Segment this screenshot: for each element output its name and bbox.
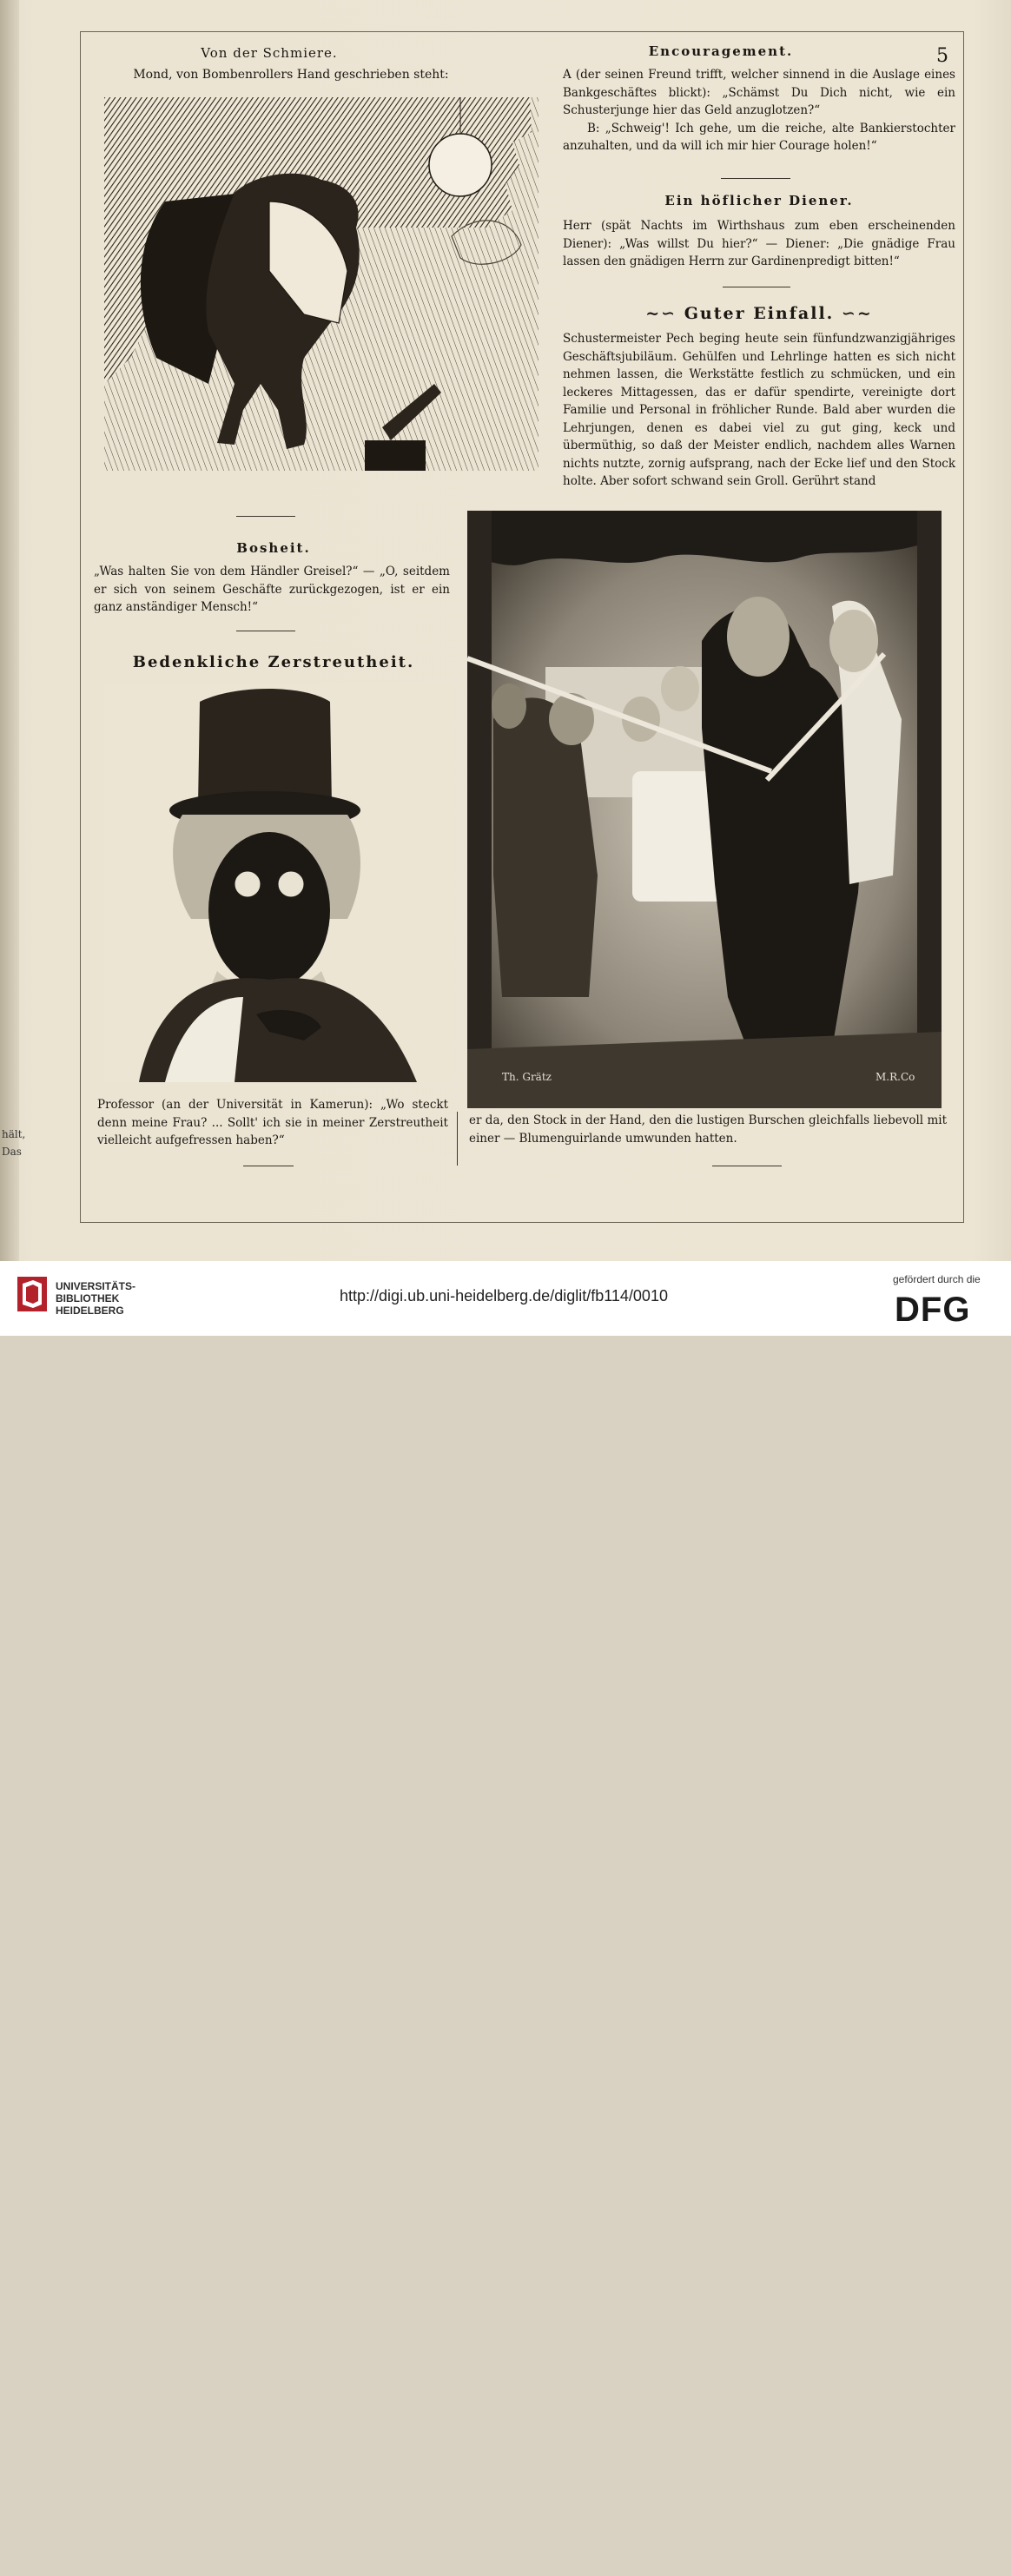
encouragement-text-b: B: „Schweig'! Ich gehe, um die reiche, alte Bankierstochter anzuhalten, und da will ich mir hier Courage holen!“	[563, 121, 955, 153]
einfall-text-end: er da, den Stock in der Hand, den die lustigen Burschen gleichfalls liebevoll mit einer — Blumenguirlande umwunden hatten.	[469, 1113, 947, 1146]
margin-line: Das	[2, 1146, 22, 1158]
column-rule	[457, 1112, 458, 1166]
bosheit-text: „Was halten Sie von dem Händler Greisel?“ — „O, seitdem er sich von seinem Geschäfte zurückgezogen, ist er ein ganz anständiger Mensch!“	[94, 565, 450, 614]
encouragement-title: Encouragement.	[648, 43, 794, 59]
diener-text: Herr (spät Nachts im Wirthshaus zum eben erscheinenden Diener): „Was willst Du hier?“ — Diener: „Die gnädige Frau lassen den gnädigen Herrn zur Gardinenpredigt bitten!“	[563, 219, 955, 268]
section-rule	[236, 516, 295, 517]
bosheit-title: Bosheit.	[236, 540, 311, 556]
adjacent-page-fragment	[2, 1126, 25, 1160]
encouragement-text: A (der seinen Freund trifft, welcher sinnend in die Auslage eines Bankgeschäftes blickt): „Schämst Du Dich nicht, wie ein Schusterjunge hier das Geld anzuglotzen?“	[563, 68, 955, 117]
ornament-icon: ~∽	[645, 304, 677, 323]
dfg-logo: DFG	[895, 1291, 971, 1329]
source-url-link[interactable]: http://digi.ub.uni-heidelberg.de/diglit/fb114/0010	[340, 1287, 668, 1305]
zerstreutheit-title: Bedenkliche Zerstreutheit.	[132, 653, 415, 671]
illustration-moon-scene	[104, 97, 539, 471]
einfall-title-text: Guter Einfall.	[684, 304, 835, 323]
ornament-icon: ∽~	[841, 304, 873, 323]
university-name	[56, 1280, 135, 1317]
encouragement-paragraph	[563, 66, 955, 155]
diener-title: Ein höflicher Diener.	[664, 193, 854, 208]
illustration-professor	[104, 684, 452, 1082]
page-number: 5	[936, 45, 948, 67]
university-name-line: UNIVERSITÄTS-	[56, 1280, 136, 1292]
university-logo-icon	[16, 1273, 50, 1315]
book-binding-edge	[0, 0, 19, 1261]
margin-line: hält,	[2, 1128, 26, 1140]
section-rule	[721, 178, 790, 179]
signature-engraver: M.R.Co	[876, 1071, 915, 1083]
einfall-title	[563, 304, 955, 323]
university-name-line: HEIDELBERG	[56, 1305, 124, 1317]
university-name-line: BIBLIOTHEK	[56, 1292, 120, 1305]
left-header-caption: Mond, von Bombenrollers Hand geschrieben steht:	[133, 68, 449, 82]
signature-illustrator: Th. Grätz	[502, 1071, 552, 1083]
einfall-text: Schustermeister Pech beging heute sein fünfundzwanzigjähriges Geschäftsjubiläum. Gehülfen und Lehrlinge hatten es sich nicht nehmen lassen, die Werkstätte festlich zu schmücken, und ein leckeres Mittagessen, das er dafür spendirte, vereinigte dort Familie und Personal in fröhlicher Runde. Bald aber wurden die Lehrjungen, denen es dabei viel zu gut ging, keck und übermüthig, so daß der Meister endlich, nachdem alles Warnen nichts nutzte, zornig aufsprang, nach der Ecke lief und den Stock holte. Aber sofort schwand sein Groll. Gerührt stand	[563, 332, 955, 488]
university-logo-icon	[16, 2534, 50, 2576]
funded-by-label: gefördert durch die	[893, 1273, 981, 1285]
left-header-title: Von der Schmiere.	[201, 45, 338, 61]
illustration-workshop-scene	[467, 511, 942, 1108]
zerstreutheit-text: Professor (an der Universität in Kamerun): „Wo steckt denn meine Frau? ... Sollt' ich sie in meiner Zerstreutheit vielleicht aufgefressen haben?“	[97, 1098, 448, 1147]
